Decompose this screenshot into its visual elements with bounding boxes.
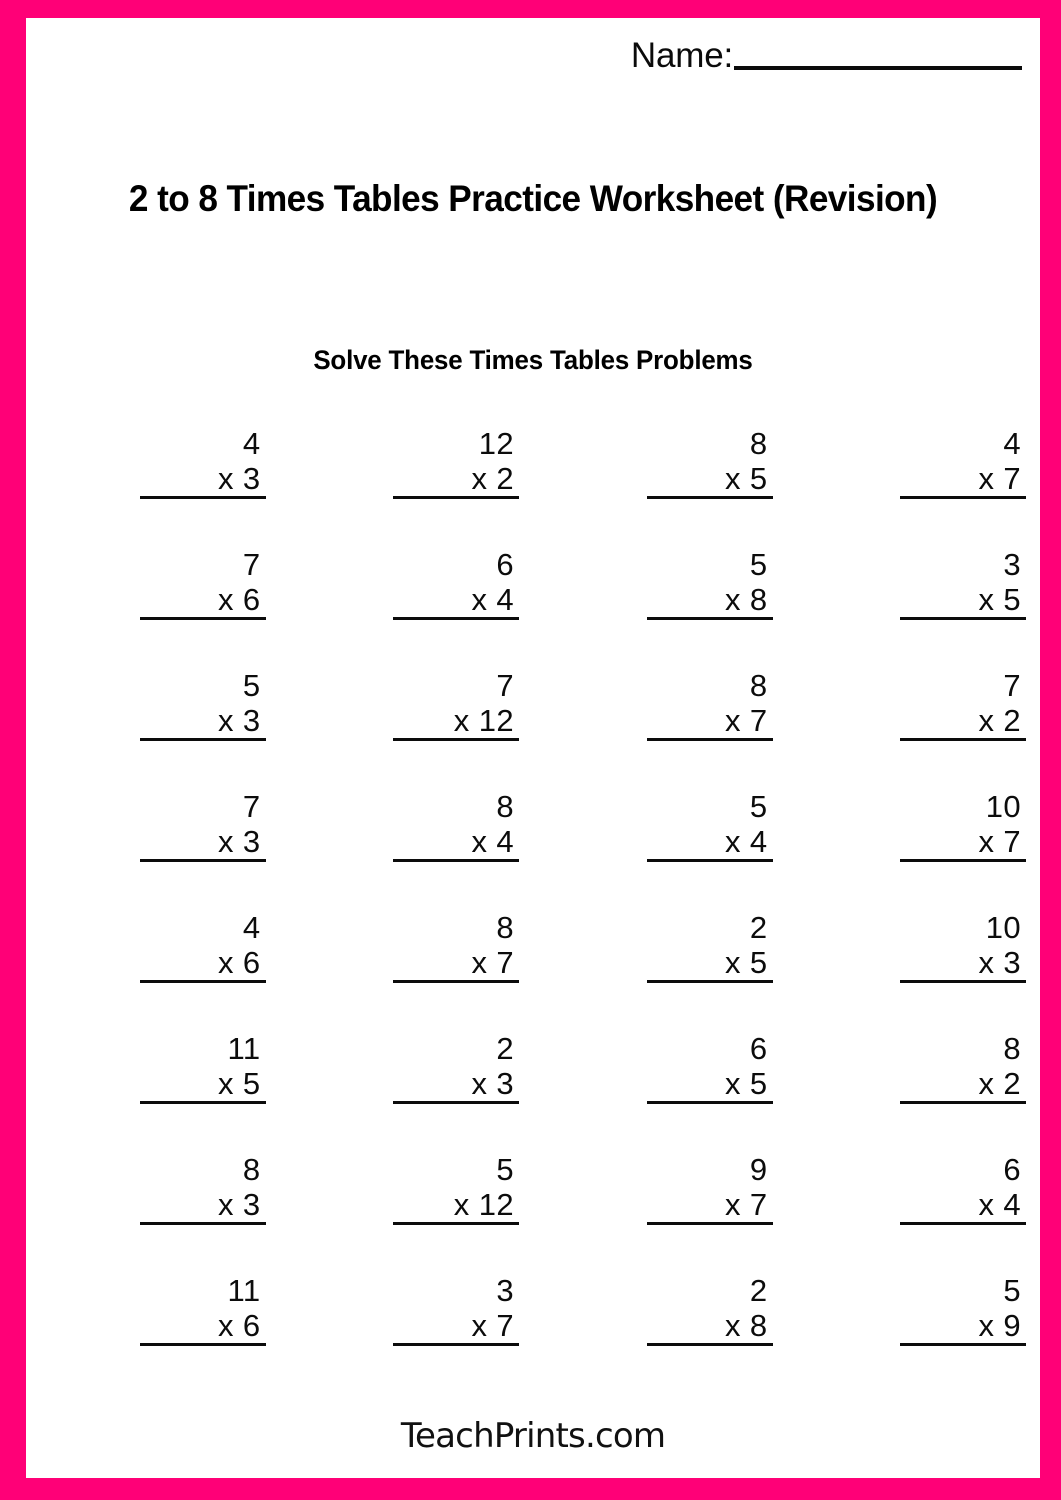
problem-answer-rule[interactable] [140,738,266,741]
problem-stack [900,1154,1026,1225]
problem-operand: 2 [749,910,768,945]
problem-answer-rule[interactable] [900,1101,1026,1104]
problem-cell[interactable] [280,549,534,670]
problem-multiplier: x 7 [724,702,768,738]
problem-stack [140,1275,266,1346]
problem-answer-rule[interactable] [647,738,773,741]
problem-answer-rule[interactable] [647,617,773,620]
problem-stack [140,428,266,499]
problem-stack [900,549,1026,620]
problem-multiplier: x 4 [724,823,768,859]
problem-multiplier: x 7 [978,823,1021,859]
problem-answer-rule[interactable] [900,859,1026,862]
problem-multiplier: x 7 [471,944,514,980]
problem-stack [647,428,773,499]
problem-row [26,912,1040,1033]
problem-multiplier: x 3 [978,944,1021,980]
problem-operand: 9 [749,1152,768,1187]
problem-grid [26,428,1040,1396]
problem-cell[interactable] [533,791,787,912]
problem-stack [393,1275,519,1346]
problem-multiplier: x 12 [453,702,514,738]
problem-multiplier: x 4 [471,823,514,859]
problem-cell[interactable] [787,1154,1041,1275]
problem-stack [647,1275,773,1346]
problem-operand: 5 [242,668,261,703]
problem-cell[interactable] [26,1275,280,1396]
problem-operand: 5 [496,1152,514,1187]
problem-answer-rule[interactable] [900,1222,1026,1225]
problem-answer-rule[interactable] [393,617,519,620]
problem-operand: 10 [985,789,1021,824]
problem-answer-rule[interactable] [140,1343,266,1346]
problem-cell[interactable] [280,791,534,912]
problem-stack [647,791,773,862]
problem-answer-rule[interactable] [900,617,1026,620]
problem-stack [393,428,519,499]
problem-operand: 4 [242,426,261,461]
problem-cell[interactable] [787,1033,1041,1154]
name-input-blank[interactable] [734,66,1022,70]
problem-cell[interactable] [26,1154,280,1275]
problem-cell[interactable] [533,670,787,791]
problem-operand: 3 [1003,547,1021,582]
problem-stack [393,912,519,983]
problem-cell[interactable] [787,670,1041,791]
problem-answer-rule[interactable] [647,496,773,499]
problem-stack [900,670,1026,741]
problem-answer-rule[interactable] [393,980,519,983]
problem-multiplier: x 7 [978,460,1021,496]
problem-stack [647,1033,773,1104]
problem-cell[interactable] [533,1033,787,1154]
problem-row [26,1033,1040,1154]
problem-row [26,428,1040,549]
problem-operand: 2 [749,1273,768,1308]
problem-answer-rule[interactable] [647,1222,773,1225]
problem-multiplier: x 5 [724,460,768,496]
problem-cell[interactable] [787,912,1041,1033]
instructions-heading: Solve These Times Tables Problems [313,345,753,375]
problem-cell[interactable] [26,1033,280,1154]
problem-multiplier: x 8 [724,581,768,617]
problem-stack [393,1033,519,1104]
problem-operand: 4 [242,910,261,945]
problem-answer-rule[interactable] [900,980,1026,983]
problem-cell[interactable] [533,912,787,1033]
problem-answer-rule[interactable] [140,617,266,620]
problem-answer-rule[interactable] [393,859,519,862]
problem-multiplier: x 3 [217,460,261,496]
problem-multiplier: x 6 [217,944,261,980]
problem-operand: 11 [227,1031,261,1066]
problem-row [26,791,1040,912]
problem-cell[interactable] [787,549,1041,670]
problem-operand: 7 [242,789,261,824]
problem-row [26,670,1040,791]
problem-stack [393,549,519,620]
problem-cell[interactable] [26,670,280,791]
problem-answer-rule[interactable] [393,738,519,741]
problem-operand: 3 [496,1273,514,1308]
problem-operand: 7 [496,668,514,703]
problem-operand: 4 [1003,426,1021,461]
problem-answer-rule[interactable] [140,980,266,983]
problem-operand: 8 [496,789,514,824]
problem-cell[interactable] [280,670,534,791]
problem-operand: 2 [496,1031,514,1066]
problem-stack [393,670,519,741]
problem-multiplier: x 5 [978,581,1021,617]
problem-multiplier: x 3 [217,1186,261,1222]
problem-cell[interactable] [26,912,280,1033]
problem-stack [140,670,266,741]
problem-row [26,1275,1040,1396]
problem-multiplier: x 9 [978,1307,1021,1343]
worksheet-sheet [26,18,1040,1478]
problem-operand: 11 [227,1273,261,1308]
problem-stack [393,1154,519,1225]
problem-cell[interactable] [26,791,280,912]
problem-operand: 5 [1003,1273,1021,1308]
problem-answer-rule[interactable] [393,1222,519,1225]
problem-cell[interactable] [280,912,534,1033]
problem-multiplier: x 6 [217,581,261,617]
problem-cell[interactable] [280,1275,534,1396]
problem-multiplier: x 8 [724,1307,768,1343]
problem-multiplier: x 3 [217,702,261,738]
problem-operand: 10 [985,910,1021,945]
problem-operand: 8 [749,426,768,461]
problem-operand: 7 [242,547,261,582]
problem-stack [140,1154,266,1225]
problem-stack [647,549,773,620]
problem-answer-rule[interactable] [393,1343,519,1346]
problem-multiplier: x 6 [217,1307,261,1343]
problem-answer-rule[interactable] [647,980,773,983]
problem-multiplier: x 2 [978,702,1021,738]
problem-cell[interactable] [26,549,280,670]
problem-answer-rule[interactable] [647,1101,773,1104]
problem-cell[interactable] [26,428,280,549]
problem-multiplier: x 12 [453,1186,514,1222]
problem-answer-rule[interactable] [140,1222,266,1225]
problem-stack [900,791,1026,862]
problem-stack [900,428,1026,499]
problem-operand: 5 [749,789,768,824]
problem-cell[interactable] [533,549,787,670]
name-field-row [631,38,1022,73]
problem-stack [900,1033,1026,1104]
problem-operand: 5 [749,547,768,582]
problem-operand: 6 [496,547,514,582]
problem-stack [647,912,773,983]
problem-multiplier: x 5 [217,1065,261,1101]
problem-answer-rule[interactable] [140,1101,266,1104]
problem-answer-rule[interactable] [140,859,266,862]
footer-brand: TeachPrints.com [400,1416,666,1456]
problem-answer-rule[interactable] [393,1101,519,1104]
problem-operand: 12 [478,426,514,461]
name-label: Name: [630,36,733,75]
problem-stack [140,1033,266,1104]
problem-operand: 8 [242,1152,261,1187]
problem-answer-rule[interactable] [900,496,1026,499]
problem-operand: 6 [1003,1152,1021,1187]
page-title: 2 to 8 Times Tables Practice Worksheet (Revision) [128,178,938,219]
problem-stack [140,791,266,862]
problem-multiplier: x 4 [978,1186,1021,1222]
problem-multiplier: x 5 [724,944,768,980]
problem-answer-rule[interactable] [900,738,1026,741]
problem-answer-rule[interactable] [647,1343,773,1346]
problem-operand: 8 [749,668,768,703]
problem-cell[interactable] [787,1275,1041,1396]
problem-multiplier: x 5 [724,1065,768,1101]
problem-answer-rule[interactable] [647,859,773,862]
problem-cell[interactable] [533,1154,787,1275]
problem-multiplier: x 3 [471,1065,514,1101]
problem-row [26,1154,1040,1275]
problem-stack [140,912,266,983]
problem-multiplier: x 3 [217,823,261,859]
problem-operand: 6 [749,1031,768,1066]
problem-stack [647,670,773,741]
problem-multiplier: x 7 [724,1186,768,1222]
problem-operand: 8 [1003,1031,1021,1066]
problem-cell[interactable] [533,1275,787,1396]
problem-operand: 8 [496,910,514,945]
problem-multiplier: x 7 [471,1307,514,1343]
problem-cell[interactable] [533,428,787,549]
problem-row [26,549,1040,670]
problem-stack [900,1275,1026,1346]
problem-stack [647,1154,773,1225]
problem-multiplier: x 2 [978,1065,1021,1101]
problem-cell[interactable] [280,428,534,549]
problem-answer-rule[interactable] [393,496,519,499]
problem-cell[interactable] [787,791,1041,912]
problem-operand: 7 [1003,668,1021,703]
problem-cell[interactable] [280,1154,534,1275]
problem-cell[interactable] [280,1033,534,1154]
problem-cell[interactable] [787,428,1041,549]
problem-answer-rule[interactable] [900,1343,1026,1346]
problem-stack [140,549,266,620]
problem-multiplier: x 4 [471,581,514,617]
problem-answer-rule[interactable] [140,496,266,499]
problem-stack [900,912,1026,983]
problem-stack [393,791,519,862]
problem-multiplier: x 2 [471,460,514,496]
